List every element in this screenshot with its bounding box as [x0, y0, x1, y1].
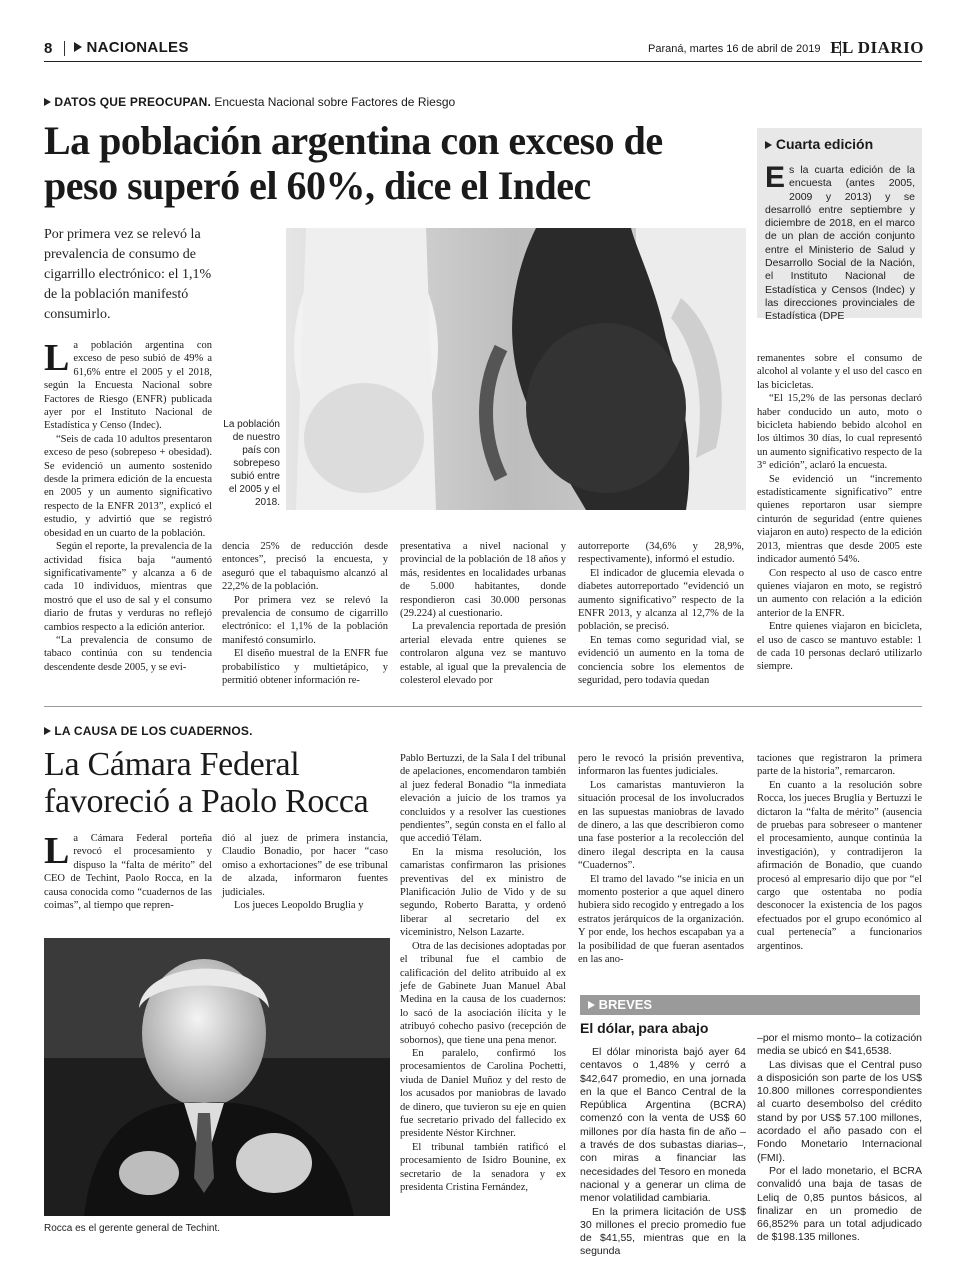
triangle-icon — [44, 727, 51, 735]
paragraph: La población argentina con exceso de peso subió de 49% a 61,6% entre el 2005 y el 2018, según la Encuesta Nacional sobre Factores de Riesgo (ENFR) publicada ayer por el Instituto Nacional de Estadística y Censo (Indec). — [44, 337, 212, 432]
paragraph: El dólar minorista bajó ayer 64 centavos o 1,48% y cerró a $42,647 promedio, en una jornada en la que el Banco Central de la República Argentina (BCRA) comenzó con la venta de US$ 60 millones por día hasta fin de año –a través de dos subastas diarias–, con miras a financiar las necesidades del Tesoro en moneda nacional y a generar un clima de menor volatilidad cambiaria. — [580, 1046, 746, 1205]
paragraph: presentativa a nivel nacional y provincial de la población de 18 años y más, residentes en localidades urbanas de 5.000 habitantes, donde respondieron casi 30.000 personas (29.224) al cuestionario. — [400, 541, 566, 620]
article2-column-3 — [400, 752, 566, 1194]
paragraph: Otra de las decisiones adoptadas por el tribunal fue el cambio de calificación del delito atribuido al ex jefe de Gabinete Juan Manuel Abal Medina en la causa de los cuadernos: lo sacó de la asociación ilícita y le atribuyó cohecho pasivo (recepción de sobornos), que tiene una pena menor. — [400, 940, 566, 1046]
triangle-icon — [44, 98, 51, 106]
triangle-icon — [588, 1001, 595, 1009]
paragraph: Se evidenció un “incremento estadísticamente significativo” entre quienes reportaron usar siempre cinturón de seguridad (entre quienes viajaron en auto) respecto de la edición 2013, mientras que desde 2005 este indicador aumentó 54%. — [757, 473, 923, 566]
paragraph: “La prevalencia de consumo de tabaco continúa con su tendencia descendente desde 2005, y se evi- — [44, 634, 212, 673]
article1-photo — [286, 228, 746, 510]
drop-cap: L — [44, 830, 70, 872]
article1-kicker — [44, 95, 455, 109]
breves-label: BREVES — [598, 997, 653, 1012]
article1-column-5 — [757, 352, 922, 674]
paragraph: autorreporte (34,6% y 28,9%, respectivamente), informó el estudio. — [578, 541, 744, 566]
article2-column-2 — [222, 832, 388, 912]
breves-column-2 — [757, 1032, 922, 1245]
paragraph: La Cámara Federal porteña revocó el procesamiento y dispuso la “falta de mérito” del CEO de Techint, Paolo Rocca, en la causa conocida como “cuadernos de las coimas”, al tiempo que repren- — [44, 830, 212, 912]
paolo-rocca-photo — [44, 938, 390, 1216]
triangle-icon — [74, 42, 82, 52]
breves-column-1 — [580, 1046, 746, 1259]
article2-photo-caption: Rocca es el gerente general de Techint. — [44, 1223, 221, 1234]
paragraph: –por el mismo monto– la cotización media se ubicó en $41,6538. — [757, 1032, 922, 1058]
paragraph: Con respecto al uso de casco entre quienes viajaron en moto, se registró un aumento con relación a la edición anterior de la ENFR. — [757, 567, 922, 619]
article1-headline: La población argentina con exceso de peso superó el 60%, dice el Indec — [44, 118, 663, 208]
paragraph: En la misma resolución, los camaristas confirmaron las prisiones preventivas del ex ministro de Planificación Julio de Vido y de su segundo, Roberto Baratta, y ordenó liberar al secretario del ex viceministro, Nelson Lazarte. — [400, 846, 566, 939]
paragraph: Por primera vez se relevó la prevalencia de consumo de cigarrillo electrónico: el 1,1% de la población manifestó consumirlo. — [222, 594, 388, 646]
paragraph: “El 15,2% de las personas declaró haber conducido un auto, moto o bicicleta habiendo bebido alcohol en los últimos 30 días, lo cual representó un aumento significativo respecto de la 3° edición”, aclaró la encuesta. — [757, 393, 922, 472]
paragraph: Entre quienes viajaron en bicicleta, el uso de casco se mantuvo estable: 1 de cada 10 personas declaró utilizarlo siempre. — [757, 621, 922, 673]
issue-date: Paraná, martes 16 de abril de 2019 — [648, 43, 821, 55]
article1-deck: Por primera vez se relevó la prevalencia de consumo de cigarrillo electrónico: el 1,1% de la población manifestó consumirlo. — [44, 227, 212, 322]
paragraph: En cuanto a la resolución sobre Rocca, los jueces Bruglia y Bertuzzi le dictaron la “falta de mérito” (ausencia de pruebas para sobreseer o mantener el procesamiento, aunque continúa la investigación), y contradijeron la afirmación de Bonadio, que cuando procesó al empresario dijo que por “el cargo que ostentaba no podía desconocer la existencia de los pagos efectuados por el grupo económico al cual pertenecía” a funcionarios argentinos. — [757, 779, 922, 952]
article2-column-5 — [757, 752, 922, 953]
sidebar-title: Cuarta edición — [775, 136, 874, 152]
article1-column-2 — [222, 540, 388, 687]
paragraph: En paralelo, confirmó los procesamientos de Carolina Pochetti, viuda de Daniel Muñoz y del resto de los acusados por maniobras de lavado de dinero, que tuvieron su eje en quien fue secretario privado del fallecido ex presidente Néstor Kirchner. — [400, 1047, 566, 1140]
paragraph: La prevalencia reportada de presión arterial elevada entre quienes se controlaron alguna vez se mantuvo estable, al igual que la prevalencia de colesterol elevado por — [400, 621, 566, 687]
paragraph: taciones que registraron la primera parte de la historia”, remarcaron. — [757, 753, 922, 778]
paragraph: El diseño muestral de la ENFR fue probabilístico y multietápico, y permitió obtener información re- — [222, 648, 388, 687]
article2-column-4 — [578, 752, 744, 967]
sidebar-box — [757, 128, 922, 323]
article1-photo-caption: La población de nuestro país con sobrepeso subió entre el 2005 y el 2018. — [223, 419, 280, 508]
breves-title: El dólar, para abajo — [580, 1020, 709, 1036]
article2-kicker — [44, 724, 253, 738]
overweight-people-photo — [286, 228, 746, 510]
article1-column-1 — [44, 339, 212, 674]
article1-column-3 — [400, 540, 566, 687]
article1-column-4 — [578, 540, 744, 687]
paragraph: El tramo del lavado “se inicia en un momento posterior a que aquel dinero hubiera sido recogido y entregado a los estratos jerárquicos de la organización. Y por ende, los hechos escapaban ya a la posibilidad de que fueran asentados en las ano- — [578, 873, 744, 966]
article2-headline: La Cámara Federal favoreció a Paolo Rocca — [44, 746, 369, 820]
article2-column-1 — [44, 832, 212, 912]
newspaper-logo: EL DIARIO — [830, 38, 924, 57]
paragraph: El tribunal también ratificó el procesamiento de Isidro Bounine, ex secretario de la senadora y ex presidenta Cristina Fernández, — [400, 1141, 566, 1193]
paragraph: Por el lado monetario, el BCRA convalidó una baja de tasas de Leliq de 0,85 puntos básicos, al finalizar en un promedio de 66,852% para un total adjudicado de $198.135 millones. — [757, 1164, 922, 1244]
paragraph: El indicador de glucemia elevada o diabetes autorreportado “evidenció un aumento significativo” respecto de la ENFR 2013, y alcanza al 12,7% de la población, se precisó. — [578, 567, 744, 633]
paragraph: Según el reporte, la prevalencia de la actividad física baja “aumentó significativamente” y alcanza a 6 de cada 10 individuos, mientras que mostró que el uso de sal y el consumo diario de frutas y verduras no reflejó cambios respecto a la edición anterior. — [44, 541, 212, 633]
triangle-icon — [765, 141, 772, 149]
paragraph: pero le revocó la prisión preventiva, informaron las fuentes judiciales. — [578, 753, 744, 778]
paragraph: dencia 25% de reducción desde entonces”, precisó la encuesta, y aseguró que el tabaquismo alcanzó al 22,2% de la población. — [222, 541, 388, 593]
page-number: 8 — [44, 40, 53, 57]
article2-photo — [44, 938, 390, 1216]
header-divider — [64, 41, 65, 56]
paragraph: Los camaristas mantuvieron la situación procesal de los involucrados en las supuestas maniobras de lavado de dinero, a las que describieron como una fase posterior a la recolección del dinero ilegal descripta en la causa “Cuadernos”. — [578, 779, 744, 872]
sidebar-title-row — [765, 136, 873, 152]
kicker-label: LA CAUSA DE LOS CUADERNOS. — [54, 724, 253, 738]
paragraph: remanentes sobre el consumo de alcohol al volante y el uso del casco en las bicicletas. — [757, 353, 922, 391]
breves-banner — [580, 995, 920, 1015]
paragraph: Pablo Bertuzzi, de la Sala I del tribunal de apelaciones, encomendaron también al juez federal Bonadio “la inmediata elevación a juicio de los tramos ya concluidos y a resolver las cuestiones pendientes”, según consta en el fallo al que accedió Télam. — [400, 753, 566, 845]
paragraph: “Seis de cada 10 adultos presentaron exceso de peso (sobrepeso + obesidad). Se evidenció un aumento sostenido desde la primera edición de la encuesta en 2005 y un aumento significativo respecto de la ENFR 2013”, explicó el estudio, y advirtió que se registró obesidad en un cuarto de la población. — [44, 433, 212, 539]
kicker-text: Encuesta Nacional sobre Factores de Riesgo — [214, 95, 456, 109]
kicker-label: DATOS QUE PREOCUPAN. — [54, 95, 212, 109]
paragraph: Los jueces Leopoldo Bruglia y — [234, 900, 364, 912]
paragraph: En temas como seguridad vial, se evidenció un aumento en la toma de conciencia sobre los elementos de seguridad, pero todavía quedan — [578, 634, 744, 687]
section-name: NACIONALES — [86, 39, 189, 56]
drop-cap: E — [765, 161, 786, 194]
section-divider — [44, 706, 922, 707]
paragraph: dió al juez de primera instancia, Claudio Bonadio, por hacer “caso omiso a exhortaciones” de ese tribunal de alzada, informaron fuentes judiciales. — [222, 833, 388, 898]
page-header — [44, 38, 922, 62]
drop-cap: L — [44, 337, 70, 379]
paragraph: En la primera licitación de US$ 30 millones el precio promedio fue de $41,55, mientras que en la segunda — [580, 1205, 746, 1258]
section-label — [74, 39, 189, 56]
sidebar-text: Es la cuarta edición de la encuesta (antes 2005, 2009 y 2013) y se desarrolló entre septiembre y diciembre de 2018, en el marco de un plan de acción conjunto entre el Ministerio de Salud y Desarrollo Social de la Nación, el Instituto Nacional de Estadística y Censos (Indec) y las direcciones provinciales de Estadística (DPE — [765, 161, 915, 323]
paragraph: Las divisas que el Central puso a disposición son parte de los US$ 10.800 millones correspondientes al cuarto desembolso del crédito stand by por US$ 57.100 millones, acordado el año pasado con el Fondo Monetario Internacional (FMI). — [757, 1058, 922, 1164]
